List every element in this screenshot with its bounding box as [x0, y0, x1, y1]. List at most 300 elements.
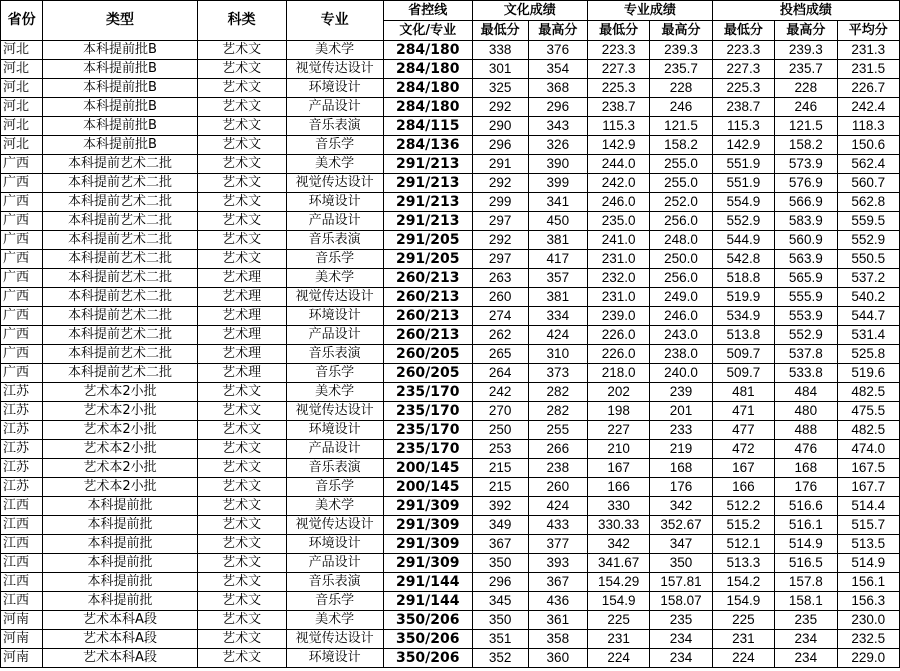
cell-subject: 艺术理 [197, 364, 286, 383]
cell-control-line: 284/180 [383, 79, 472, 98]
cell-province: 江苏 [1, 383, 43, 402]
cell-admission-avg: 229.0 [837, 649, 899, 668]
cell-province: 广西 [1, 364, 43, 383]
cell-major: 美术学 [286, 383, 383, 402]
cell-culture-max: 310 [528, 345, 587, 364]
cell-culture-max: 381 [528, 288, 587, 307]
cell-major-min: 330 [587, 497, 649, 516]
cell-admission-max: 583.9 [775, 212, 837, 231]
cell-major: 美术学 [286, 497, 383, 516]
cell-major-min: 225.3 [587, 79, 649, 98]
cell-culture-min: 296 [472, 573, 528, 592]
cell-subject: 艺术文 [197, 383, 286, 402]
cell-culture-min: 292 [472, 231, 528, 250]
cell-type: 本科提前艺术二批 [43, 269, 197, 288]
cell-culture-min: 270 [472, 402, 528, 421]
header-major-min: 最低分 [587, 21, 649, 41]
cell-major-max: 121.5 [650, 117, 712, 136]
cell-type: 艺术本2小批 [43, 421, 197, 440]
cell-province: 广西 [1, 155, 43, 174]
cell-type: 本科提前艺术二批 [43, 155, 197, 174]
header-admission-max: 最高分 [775, 21, 837, 41]
cell-admission-avg: 482.5 [837, 421, 899, 440]
cell-major: 视觉传达设计 [286, 174, 383, 193]
table-row [1, 535, 900, 554]
cell-culture-min: 297 [472, 250, 528, 269]
cell-major-min: 224 [587, 649, 649, 668]
table-row [1, 554, 900, 573]
cell-type: 本科提前批 [43, 516, 197, 535]
cell-major-min: 166 [587, 478, 649, 497]
cell-major-max: 239 [650, 383, 712, 402]
cell-admission-max: 514.9 [775, 535, 837, 554]
cell-major: 产品设计 [286, 326, 383, 345]
cell-admission-max: 158.2 [775, 136, 837, 155]
table-row [1, 250, 900, 269]
cell-admission-avg: 544.7 [837, 307, 899, 326]
cell-major-max: 250.0 [650, 250, 712, 269]
cell-control-line: 260/205 [383, 345, 472, 364]
cell-province: 广西 [1, 174, 43, 193]
header-admission-min: 最低分 [712, 21, 774, 41]
cell-admission-min: 142.9 [712, 136, 774, 155]
cell-major: 环境设计 [286, 307, 383, 326]
cell-subject: 艺术文 [197, 497, 286, 516]
cell-subject: 艺术理 [197, 326, 286, 345]
cell-major-min: 246.0 [587, 193, 649, 212]
cell-major-min: 115.3 [587, 117, 649, 136]
cell-subject: 艺术文 [197, 459, 286, 478]
cell-control-line: 260/213 [383, 269, 472, 288]
cell-major: 环境设计 [286, 193, 383, 212]
cell-admission-min: 534.9 [712, 307, 774, 326]
cell-major: 产品设计 [286, 212, 383, 231]
cell-culture-max: 354 [528, 60, 587, 79]
table-row [1, 516, 900, 535]
cell-province: 广西 [1, 269, 43, 288]
cell-major-min: 242.0 [587, 174, 649, 193]
cell-admission-min: 509.7 [712, 364, 774, 383]
cell-admission-min: 154.2 [712, 573, 774, 592]
cell-type: 本科提前批 [43, 573, 197, 592]
cell-culture-max: 360 [528, 649, 587, 668]
table-row [1, 478, 900, 497]
cell-admission-max: 488 [775, 421, 837, 440]
cell-admission-max: 563.9 [775, 250, 837, 269]
cell-province: 广西 [1, 307, 43, 326]
cell-major-max: 243.0 [650, 326, 712, 345]
cell-admission-avg: 475.5 [837, 402, 899, 421]
cell-type: 本科提前批B [43, 117, 197, 136]
cell-subject: 艺术文 [197, 573, 286, 592]
cell-admission-max: 121.5 [775, 117, 837, 136]
cell-province: 江西 [1, 497, 43, 516]
table-row [1, 288, 900, 307]
cell-major: 视觉传达设计 [286, 630, 383, 649]
cell-type: 艺术本2小批 [43, 459, 197, 478]
cell-admission-max: 552.9 [775, 326, 837, 345]
cell-admission-max: 560.9 [775, 231, 837, 250]
cell-culture-min: 290 [472, 117, 528, 136]
cell-type: 本科提前批 [43, 535, 197, 554]
cell-major-max: 168 [650, 459, 712, 478]
cell-type: 本科提前艺术二批 [43, 326, 197, 345]
cell-major: 视觉传达设计 [286, 60, 383, 79]
cell-culture-max: 341 [528, 193, 587, 212]
cell-major-max: 201 [650, 402, 712, 421]
cell-major-max: 352.67 [650, 516, 712, 535]
cell-province: 江西 [1, 592, 43, 611]
cell-admission-max: 157.8 [775, 573, 837, 592]
cell-admission-avg: 150.6 [837, 136, 899, 155]
cell-culture-min: 292 [472, 98, 528, 117]
cell-province: 江苏 [1, 459, 43, 478]
cell-control-line: 291/309 [383, 535, 472, 554]
cell-province: 江苏 [1, 478, 43, 497]
cell-type: 本科提前批 [43, 554, 197, 573]
table-row [1, 402, 900, 421]
cell-culture-max: 260 [528, 478, 587, 497]
cell-control-line: 200/145 [383, 478, 472, 497]
cell-admission-min: 551.9 [712, 155, 774, 174]
cell-admission-max: 555.9 [775, 288, 837, 307]
cell-subject: 艺术文 [197, 41, 286, 60]
cell-admission-min: 471 [712, 402, 774, 421]
cell-control-line: 200/145 [383, 459, 472, 478]
table-row [1, 497, 900, 516]
cell-province: 河北 [1, 117, 43, 136]
cell-type: 艺术本科A段 [43, 630, 197, 649]
cell-type: 本科提前批B [43, 136, 197, 155]
cell-major-max: 256.0 [650, 212, 712, 231]
header-culture-group: 文化成绩 [472, 1, 587, 21]
cell-admission-min: 554.9 [712, 193, 774, 212]
cell-culture-min: 352 [472, 649, 528, 668]
cell-admission-avg: 537.2 [837, 269, 899, 288]
header-major-group: 专业成绩 [587, 1, 712, 21]
cell-province: 江西 [1, 573, 43, 592]
cell-admission-min: 227.3 [712, 60, 774, 79]
cell-culture-min: 215 [472, 478, 528, 497]
cell-culture-max: 238 [528, 459, 587, 478]
cell-major-max: 246 [650, 98, 712, 117]
cell-control-line: 291/213 [383, 193, 472, 212]
cell-admission-min: 513.8 [712, 326, 774, 345]
table-row [1, 60, 900, 79]
table-row [1, 269, 900, 288]
cell-admission-max: 235.7 [775, 60, 837, 79]
cell-type: 艺术本科A段 [43, 649, 197, 668]
cell-control-line: 284/136 [383, 136, 472, 155]
cell-culture-max: 358 [528, 630, 587, 649]
cell-major: 音乐表演 [286, 231, 383, 250]
cell-province: 江西 [1, 535, 43, 554]
cell-culture-min: 296 [472, 136, 528, 155]
cell-control-line: 291/213 [383, 212, 472, 231]
table-row [1, 421, 900, 440]
cell-major-min: 330.33 [587, 516, 649, 535]
cell-admission-avg: 540.2 [837, 288, 899, 307]
cell-admission-max: 516.6 [775, 497, 837, 516]
cell-admission-min: 225.3 [712, 79, 774, 98]
cell-province: 广西 [1, 326, 43, 345]
cell-admission-avg: 167.7 [837, 478, 899, 497]
cell-type: 艺术本2小批 [43, 440, 197, 459]
cell-control-line: 260/213 [383, 326, 472, 345]
cell-culture-max: 326 [528, 136, 587, 155]
cell-major-min: 244.0 [587, 155, 649, 174]
cell-major: 视觉传达设计 [286, 516, 383, 535]
cell-subject: 艺术文 [197, 174, 286, 193]
cell-major: 产品设计 [286, 440, 383, 459]
cell-admission-max: 516.1 [775, 516, 837, 535]
cell-control-line: 350/206 [383, 630, 472, 649]
cell-major-min: 341.67 [587, 554, 649, 573]
cell-province: 广西 [1, 193, 43, 212]
cell-province: 江苏 [1, 402, 43, 421]
cell-admission-min: 512.1 [712, 535, 774, 554]
cell-admission-min: 115.3 [712, 117, 774, 136]
cell-admission-avg: 226.7 [837, 79, 899, 98]
header-culture-min: 最低分 [472, 21, 528, 41]
cell-major: 音乐表演 [286, 117, 383, 136]
cell-admission-max: 158.1 [775, 592, 837, 611]
cell-admission-max: 234 [775, 649, 837, 668]
cell-major: 视觉传达设计 [286, 402, 383, 421]
cell-subject: 艺术文 [197, 630, 286, 649]
cell-type: 本科提前艺术二批 [43, 288, 197, 307]
cell-culture-max: 357 [528, 269, 587, 288]
cell-major-min: 218.0 [587, 364, 649, 383]
cell-major-min: 239.0 [587, 307, 649, 326]
cell-admission-max: 537.8 [775, 345, 837, 364]
cell-major: 产品设计 [286, 98, 383, 117]
cell-admission-avg: 560.7 [837, 174, 899, 193]
cell-admission-avg: 156.3 [837, 592, 899, 611]
cell-major: 音乐表演 [286, 459, 383, 478]
cell-culture-max: 424 [528, 497, 587, 516]
cell-major-min: 167 [587, 459, 649, 478]
cell-culture-min: 263 [472, 269, 528, 288]
cell-culture-max: 361 [528, 611, 587, 630]
cell-subject: 艺术文 [197, 98, 286, 117]
table-row [1, 212, 900, 231]
cell-major-max: 235.7 [650, 60, 712, 79]
cell-province: 河北 [1, 79, 43, 98]
cell-control-line: 260/213 [383, 288, 472, 307]
cell-subject: 艺术文 [197, 611, 286, 630]
cell-culture-min: 297 [472, 212, 528, 231]
cell-admission-max: 566.9 [775, 193, 837, 212]
cell-type: 本科提前批B [43, 41, 197, 60]
cell-control-line: 291/144 [383, 592, 472, 611]
cell-subject: 艺术理 [197, 288, 286, 307]
cell-subject: 艺术文 [197, 212, 286, 231]
cell-admission-min: 472 [712, 440, 774, 459]
cell-major-max: 234 [650, 649, 712, 668]
cell-subject: 艺术文 [197, 117, 286, 136]
cell-major-max: 350 [650, 554, 712, 573]
cell-type: 艺术本2小批 [43, 478, 197, 497]
cell-major-max: 240.0 [650, 364, 712, 383]
cell-type: 本科提前艺术二批 [43, 193, 197, 212]
cell-admission-min: 513.3 [712, 554, 774, 573]
cell-major-max: 219 [650, 440, 712, 459]
cell-culture-min: 349 [472, 516, 528, 535]
cell-culture-min: 253 [472, 440, 528, 459]
cell-culture-max: 390 [528, 155, 587, 174]
cell-type: 艺术本科A段 [43, 611, 197, 630]
cell-admission-min: 544.9 [712, 231, 774, 250]
table-row [1, 459, 900, 478]
cell-major-min: 241.0 [587, 231, 649, 250]
cell-admission-avg: 514.4 [837, 497, 899, 516]
cell-province: 广西 [1, 250, 43, 269]
cell-major: 音乐表演 [286, 573, 383, 592]
table-row [1, 440, 900, 459]
cell-major-min: 225 [587, 611, 649, 630]
cell-culture-max: 424 [528, 326, 587, 345]
cell-province: 河北 [1, 136, 43, 155]
cell-culture-min: 345 [472, 592, 528, 611]
cell-culture-max: 282 [528, 383, 587, 402]
cell-major: 音乐学 [286, 250, 383, 269]
cell-province: 河北 [1, 41, 43, 60]
header-major: 专业 [286, 1, 383, 41]
cell-control-line: 291/309 [383, 516, 472, 535]
cell-major-min: 342 [587, 535, 649, 554]
cell-control-line: 235/170 [383, 421, 472, 440]
cell-admission-min: 166 [712, 478, 774, 497]
cell-admission-max: 234 [775, 630, 837, 649]
cell-culture-max: 367 [528, 573, 587, 592]
cell-control-line: 291/309 [383, 497, 472, 516]
cell-subject: 艺术文 [197, 421, 286, 440]
cell-admission-min: 224 [712, 649, 774, 668]
cell-culture-max: 377 [528, 535, 587, 554]
cell-admission-avg: 559.5 [837, 212, 899, 231]
cell-admission-max: 476 [775, 440, 837, 459]
cell-major-max: 246.0 [650, 307, 712, 326]
cell-subject: 艺术文 [197, 592, 286, 611]
cell-culture-min: 325 [472, 79, 528, 98]
cell-control-line: 350/206 [383, 611, 472, 630]
cell-major: 美术学 [286, 269, 383, 288]
cell-major-max: 342 [650, 497, 712, 516]
table-row [1, 98, 900, 117]
cell-type: 本科提前艺术二批 [43, 345, 197, 364]
cell-type: 本科提前艺术二批 [43, 174, 197, 193]
cell-type: 本科提前批B [43, 60, 197, 79]
cell-admission-max: 176 [775, 478, 837, 497]
cell-subject: 艺术文 [197, 193, 286, 212]
cell-major-min: 223.3 [587, 41, 649, 60]
cell-admission-avg: 525.8 [837, 345, 899, 364]
cell-major: 音乐学 [286, 364, 383, 383]
cell-major: 环境设计 [286, 649, 383, 668]
cell-admission-avg: 552.9 [837, 231, 899, 250]
cell-admission-avg: 482.5 [837, 383, 899, 402]
cell-admission-max: 480 [775, 402, 837, 421]
table-row [1, 630, 900, 649]
cell-major: 音乐学 [286, 136, 383, 155]
cell-type: 本科提前艺术二批 [43, 231, 197, 250]
cell-major-min: 154.29 [587, 573, 649, 592]
cell-culture-max: 282 [528, 402, 587, 421]
cell-admission-min: 519.9 [712, 288, 774, 307]
cell-culture-min: 250 [472, 421, 528, 440]
table-row [1, 364, 900, 383]
header-culture-max: 最高分 [528, 21, 587, 41]
header-control-line-sub: 文化/专业 [383, 21, 472, 41]
table-row [1, 307, 900, 326]
cell-admission-max: 484 [775, 383, 837, 402]
cell-major-max: 176 [650, 478, 712, 497]
cell-subject: 艺术文 [197, 535, 286, 554]
cell-admission-avg: 474.0 [837, 440, 899, 459]
cell-control-line: 291/205 [383, 231, 472, 250]
cell-control-line: 260/205 [383, 364, 472, 383]
cell-control-line: 260/213 [383, 307, 472, 326]
cell-control-line: 284/115 [383, 117, 472, 136]
cell-culture-min: 291 [472, 155, 528, 174]
cell-culture-min: 367 [472, 535, 528, 554]
cell-admission-min: 552.9 [712, 212, 774, 231]
cell-major-max: 228 [650, 79, 712, 98]
cell-major-max: 157.81 [650, 573, 712, 592]
cell-admission-max: 246 [775, 98, 837, 117]
cell-province: 广西 [1, 212, 43, 231]
cell-major-max: 234 [650, 630, 712, 649]
cell-admission-max: 228 [775, 79, 837, 98]
cell-major-min: 202 [587, 383, 649, 402]
cell-culture-max: 343 [528, 117, 587, 136]
cell-major: 美术学 [286, 155, 383, 174]
cell-major: 环境设计 [286, 79, 383, 98]
cell-major: 美术学 [286, 611, 383, 630]
cell-admission-max: 516.5 [775, 554, 837, 573]
cell-type: 本科提前批 [43, 592, 197, 611]
cell-major: 音乐学 [286, 592, 383, 611]
cell-subject: 艺术理 [197, 269, 286, 288]
cell-admission-min: 231 [712, 630, 774, 649]
table-row [1, 345, 900, 364]
cell-admission-min: 167 [712, 459, 774, 478]
table-row [1, 79, 900, 98]
cell-subject: 艺术理 [197, 345, 286, 364]
cell-major-max: 249.0 [650, 288, 712, 307]
cell-major-min: 198 [587, 402, 649, 421]
cell-subject: 艺术文 [197, 440, 286, 459]
cell-admission-min: 512.2 [712, 497, 774, 516]
cell-admission-avg: 167.5 [837, 459, 899, 478]
cell-culture-min: 215 [472, 459, 528, 478]
cell-major-min: 238.7 [587, 98, 649, 117]
cell-control-line: 284/180 [383, 98, 472, 117]
cell-province: 河北 [1, 98, 43, 117]
cell-admission-avg: 562.4 [837, 155, 899, 174]
cell-subject: 艺术理 [197, 307, 286, 326]
cell-subject: 艺术文 [197, 250, 286, 269]
cell-culture-max: 255 [528, 421, 587, 440]
cell-admission-avg: 231.3 [837, 41, 899, 60]
cell-major-min: 227 [587, 421, 649, 440]
cell-major-max: 158.2 [650, 136, 712, 155]
cell-major: 音乐学 [286, 478, 383, 497]
cell-admission-max: 576.9 [775, 174, 837, 193]
cell-major-min: 154.9 [587, 592, 649, 611]
header-type: 类型 [43, 1, 197, 41]
